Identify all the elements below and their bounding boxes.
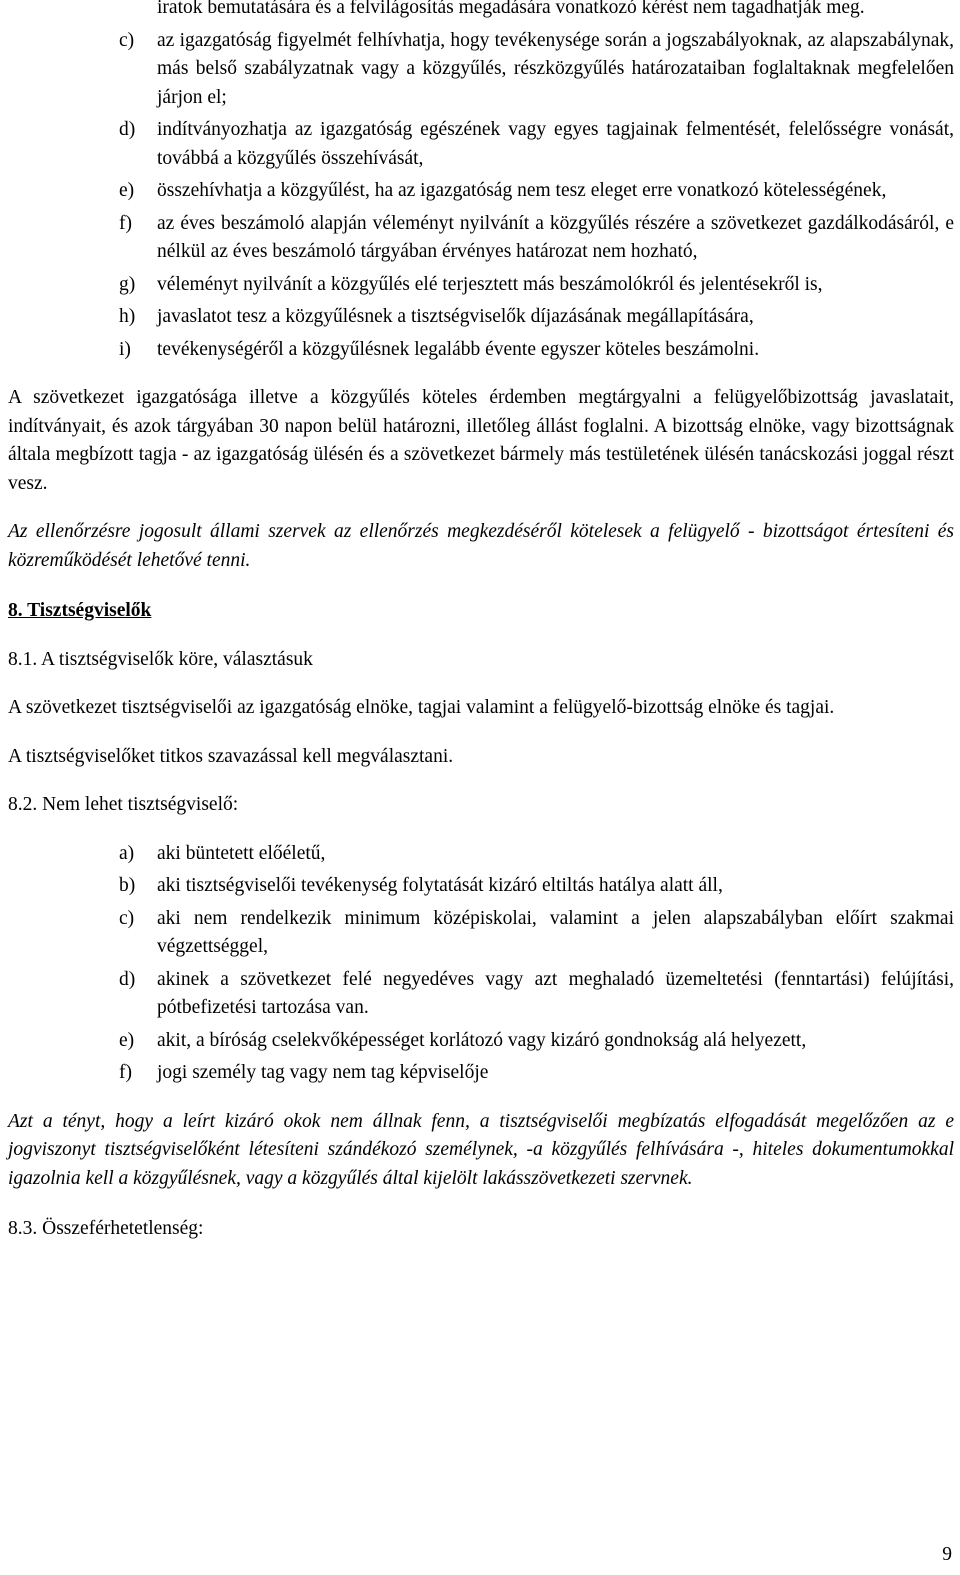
list-item [119,872,954,901]
spacer [8,771,954,791]
paragraph-proof-of-eligibility: Azt a tényt, hogy a leírt kizáró okok nem állnak fenn, a tisztségviselői megbízatás elfogadását megelőzően az e jogviszonyt tisztségviselőként létesíteni szándékozó személynek, -a közgyűlés felhívására -, hiteles dokumentumokkal igazolnia kell a közgyűlésnek, vagy a közgyűlés által kijelölt lakásszövetkezeti szervnek. [8,1110,954,1189]
list-item-text: akinek a szövetkezet felé negyedéves vagy azt meghaladó üzemeltetési (fenntartási) felújítási, pótbefizetési tartozása van. [157,968,954,1018]
list-item [119,336,954,365]
spacer [8,1092,954,1108]
list-item [119,116,954,173]
section-heading-officers: 8. Tisztségviselők [8,600,152,621]
spacer [8,674,954,694]
list-item [119,1027,954,1056]
list-item-text: indítványozhatja az igazgatóság egészének vagy egyes tagjainak felmentését, felelősségre vonását, továbbá a közgyűlés összehívását, [157,119,954,169]
subsection-heading-8-2: 8.2. Nem lehet tisztségviselő: [8,794,239,815]
list-item [119,177,954,206]
list-item-label: d) [119,968,136,990]
list-item-text: javaslatot tesz a közgyűlésnek a tisztségviselők díjazásának megállapítására, [157,306,754,327]
list-item-label: d) [119,119,136,140]
list-item-label: e) [119,180,135,201]
list-item-text: az igazgatóság figyelmét felhívhatja, hogy tevékenysége során a jogszabályoknak, az alapszabálynak, más belső szabályzatnak vagy a közgyűlés, részközgyűlés határozataiban foglaltaknak megfelelően járjon el; [157,29,954,108]
list-item-text: aki büntetett előéletű, [157,842,326,864]
list-item-label: f) [119,1062,132,1083]
list-item-label: e) [119,1029,135,1051]
list-item [119,271,954,300]
list-item-label: i) [119,338,131,360]
list-item [119,840,954,869]
list-item-text: összehívhatja a közgyűlést, ha az igazgatóság nem tesz eleget erre vonatkozó kötelességének, [157,180,887,201]
subsection-heading-8-1: 8.1. A tisztségviselők köre, választásuk [8,648,313,670]
list-item-label: c) [119,907,135,929]
list-item-text: iratok bemutatására és a felvilágosítás megadására vonatkozó kérést nem tagadhatják meg. [157,0,865,18]
list-item [119,1059,954,1088]
list-item-label: c) [119,29,135,51]
spacer [8,820,954,840]
spacer [8,723,954,743]
list-item-text: aki tisztségviselői tevékenység folytatását kizáró eltiltás hatálya alatt áll, [157,875,723,896]
list-item-text: akit, a bíróság cselekvőképességet korlátozó vagy kizáró gondnokság alá helyezett, [157,1029,807,1051]
page-number: 9 [942,1543,952,1565]
supervisory-powers-list [8,0,954,364]
list-item [119,966,954,1023]
spacer [8,1193,954,1215]
list-item-label [119,0,157,23]
document-page [8,0,954,1244]
spacer [8,368,954,384]
paragraph-state-audit: Az ellenőrzésre jogosult állami szervek az ellenőrzés megkezdéséről kötelesek a felügyelő - bizottságot értesíteni és közreműködését lehetővé tenni. [8,521,954,571]
list-item-label: h) [119,306,136,327]
list-item-text: az éves beszámoló alapján véleményt nyilvánít a közgyűlés részére a szövetkezet gazdálkodásáról, e nélkül az éves beszámoló tárgyában érvényes határozat nem hozható, [157,212,954,262]
list-item [119,905,954,962]
list-item-label: b) [119,875,136,896]
subsection-heading-8-3: 8.3. Összeférhetetlenség: [8,1218,204,1239]
paragraph-officers-scope: A szövetkezet tisztségviselői az igazgatóság elnöke, tagjai valamint a felügyelő-bizottság elnöke és tagjai. [8,697,835,718]
list-item [119,27,954,113]
spacer [8,575,954,597]
list-item [119,210,954,267]
list-item-label: g) [119,273,136,295]
paragraph-secret-ballot: A tisztségviselőket titkos szavazással kell megválasztani. [8,745,454,767]
list-item-text: tevékenységéről a közgyűlésnek legalább évente egyszer köteles beszámolni. [157,338,760,360]
list-item-text: véleményt nyilvánít a közgyűlés elé terjesztett más beszámolókról és jelentésekről is, [157,273,823,295]
disqualification-list [8,840,954,1088]
list-item-text: aki nem rendelkezik minimum középiskolai, valamint a jelen alapszabályban előírt szakmai végzettséggel, [157,907,954,957]
list-item [119,0,954,23]
list-item-text: jogi személy tag vagy nem tag képviselője [157,1062,489,1083]
paragraph-board-obligations: A szövetkezet igazgatósága illetve a közgyűlés köteles érdemben megtárgyalni a felügyelőbizottság javaslatait, indítványait, és azok tárgyában 30 napon belül határozni, illetőleg állást foglalni. A bizottság elnöke, vagy bizottságnak általa megbízott tagja - az igazgatóság ülésén és a szövetkezet bármely más testületének ülésén tanácskozási joggal részt vesz. [8,387,954,494]
spacer [8,498,954,518]
list-item [119,303,954,332]
spacer [8,626,954,646]
list-item-label: a) [119,842,135,864]
list-item-label: f) [119,212,132,234]
